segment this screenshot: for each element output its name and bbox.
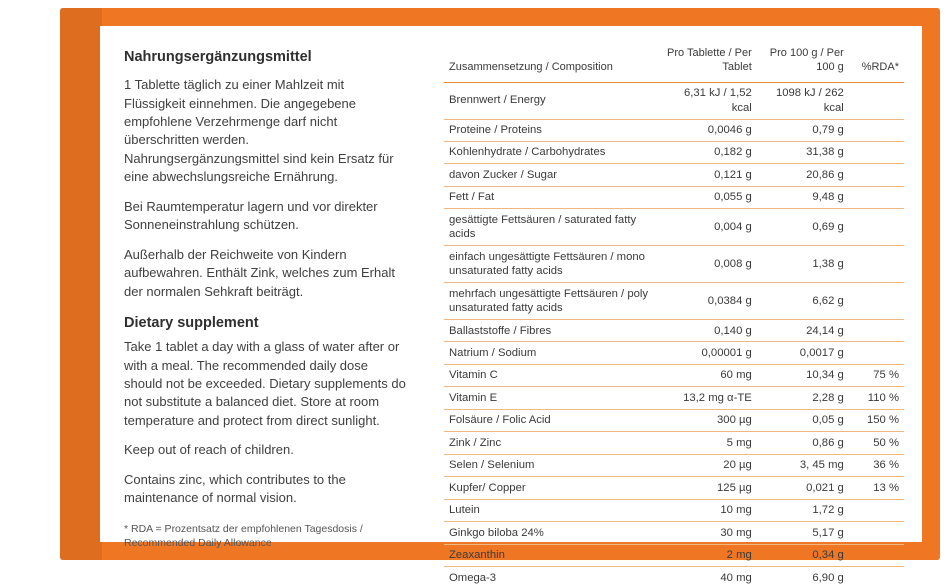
cell-per-tablet: 300 µg — [660, 409, 757, 431]
paragraph-de-2: Bei Raumtemperatur lagern und vor direkter Sonneneinstrahlung schützen. — [124, 198, 378, 233]
table-row — [444, 82, 904, 119]
cell-rda: 50 % — [849, 432, 904, 454]
cell-rda: 75 % — [849, 364, 904, 386]
table-row — [444, 544, 904, 566]
paragraph-de-3: Außerhalb der Reichweite von Kindern aufbewahren. Enthält Zink, welches zum Erhalt der normalen Sehkraft beiträgt. — [124, 246, 395, 299]
package-content — [100, 26, 922, 584]
cell-per-tablet: 60 mg — [660, 364, 757, 386]
cell-rda — [849, 283, 904, 320]
cell-per-tablet: 10 mg — [660, 499, 757, 521]
cell-per-100g: 2,28 g — [757, 387, 849, 409]
cell-rda: 36 % — [849, 454, 904, 476]
table-row — [444, 477, 904, 499]
table-row — [444, 342, 904, 364]
cell-composition: Ginkgo biloba 24% — [444, 522, 660, 544]
cell-composition: Lutein — [444, 499, 660, 521]
cell-per-100g: 1098 kJ / 262 kcal — [757, 82, 849, 119]
cell-per-tablet: 125 µg — [660, 477, 757, 499]
package-spine-shading — [60, 8, 102, 560]
cell-composition: Selen / Selenium — [444, 454, 660, 476]
cell-per-100g: 6,62 g — [757, 283, 849, 320]
table-row — [444, 209, 904, 246]
paragraph-de-1: 1 Tablette täglich zu einer Mahlzeit mit Flüssigkeit einnehmen. Die angegebene empfohlene Verzehrmenge darf nicht überschritten werden. Nahrungsergänzungsmittel sind kein Ersatz für eine abwechslungsreiche Ernährung. — [124, 77, 394, 185]
heading-supplement-en: Dietary supplement — [124, 315, 259, 332]
cell-per-100g: 5,17 g — [757, 522, 849, 544]
cell-per-tablet: 0,0384 g — [660, 283, 757, 320]
cell-composition: Zeaxanthin — [444, 544, 660, 566]
cell-composition: mehrfach ungesättigte Fettsäuren / poly unsaturated fatty acids — [444, 283, 660, 320]
cell-per-tablet: 0,140 g — [660, 320, 757, 342]
table-row — [444, 141, 904, 163]
table-row — [444, 119, 904, 141]
table-row — [444, 387, 904, 409]
table-row — [444, 567, 904, 588]
cell-per-100g: 24,14 g — [757, 320, 849, 342]
table-row — [444, 432, 904, 454]
cell-per-tablet: 6,31 kJ / 1,52 kcal — [660, 82, 757, 119]
nutrition-panel — [430, 26, 922, 584]
cell-per-100g: 9,48 g — [757, 186, 849, 208]
instructions-panel — [100, 26, 430, 549]
cell-rda — [849, 119, 904, 141]
cell-composition: Kohlenhydrate / Carbohydrates — [444, 141, 660, 163]
cell-per-tablet: 0,055 g — [660, 186, 757, 208]
cell-per-100g: 0,86 g — [757, 432, 849, 454]
cell-per-tablet: 0,0046 g — [660, 119, 757, 141]
cell-per-tablet: 30 mg — [660, 522, 757, 544]
cell-rda — [849, 209, 904, 246]
cell-per-100g: 0,05 g — [757, 409, 849, 431]
cell-composition: Omega-3 — [449, 571, 497, 584]
cell-rda — [849, 499, 904, 521]
cell-per-100g: 20,86 g — [757, 164, 849, 186]
table-row — [444, 409, 904, 431]
table-row — [444, 499, 904, 521]
cell-per-tablet: 5 mg — [660, 432, 757, 454]
cell-rda — [849, 567, 904, 588]
header-rda: %RDA* — [849, 44, 904, 82]
table-row — [444, 283, 904, 320]
cell-rda — [849, 544, 904, 566]
header-per-100g: Pro 100 g / Per 100 g — [757, 44, 849, 82]
cell-per-tablet: 13,2 mg α-TE — [660, 387, 757, 409]
cell-rda — [849, 320, 904, 342]
cell-rda — [849, 141, 904, 163]
cell-per-100g: 31,38 g — [757, 141, 849, 163]
cell-composition: gesättigte Fettsäuren / saturated fatty acids — [444, 209, 660, 246]
table-row — [444, 320, 904, 342]
cell-rda: 110 % — [849, 387, 904, 409]
cell-rda: 13 % — [849, 477, 904, 499]
cell-rda: 150 % — [849, 409, 904, 431]
cell-per-100g: 1,38 g — [757, 246, 849, 283]
cell-rda — [849, 342, 904, 364]
nutrition-table-body — [444, 82, 904, 588]
cell-per-tablet: 20 µg — [660, 454, 757, 476]
cell-composition: Folsäure / Folic Acid — [444, 409, 660, 431]
cell-per-100g: 0,69 g — [757, 209, 849, 246]
cell-rda — [849, 246, 904, 283]
rda-footnote: * RDA = Prozentsatz der empfohlenen Tagesdosis / Recommended Daily Allowance — [124, 522, 363, 549]
table-row — [444, 522, 904, 544]
paragraph-en-2: Keep out of reach of children. — [124, 442, 294, 458]
paragraph-en-3: Contains zinc, which contributes to the maintenance of normal vision. — [124, 471, 346, 506]
cell-per-100g: 0,79 g — [757, 119, 849, 141]
cell-composition: Proteine / Proteins — [444, 119, 660, 141]
table-row — [444, 246, 904, 283]
table-row — [444, 186, 904, 208]
cell-composition: Kupfer/ Copper — [444, 477, 660, 499]
cell-per-tablet: 0,008 g — [660, 246, 757, 283]
cell-composition: einfach ungesättigte Fettsäuren / mono unsaturated fatty acids — [444, 246, 660, 283]
cell-per-tablet: 2 mg — [660, 544, 757, 566]
cell-rda — [849, 522, 904, 544]
cell-rda — [849, 164, 904, 186]
cell-per-tablet: 0,121 g — [660, 164, 757, 186]
paragraph-en-1: Take 1 tablet a day with a glass of water after or with a meal. The recommended daily dose should not be exceeded. Dietary supplements do not substitute a balanced diet. Store at room temperature and protect from direct sunlight. — [124, 339, 406, 428]
cell-composition: Brennwert / Energy — [444, 82, 660, 119]
cell-per-100g: 0,0017 g — [757, 342, 849, 364]
cell-per-100g: 6,90 g — [812, 571, 844, 584]
cell-composition: Natrium / Sodium — [444, 342, 660, 364]
cell-per-tablet: 0,182 g — [660, 141, 757, 163]
cell-rda — [849, 82, 904, 119]
cell-per-tablet: 0,004 g — [660, 209, 757, 246]
nutrition-table-head — [444, 44, 904, 82]
table-row — [444, 364, 904, 386]
cell-per-tablet: 0,00001 g — [660, 342, 757, 364]
cell-per-100g: 0,34 g — [757, 544, 849, 566]
cell-per-100g: 0,021 g — [757, 477, 849, 499]
cell-per-tablet: 40 mg — [720, 571, 752, 584]
cell-per-100g: 1,72 g — [757, 499, 849, 521]
cell-per-100g: 3, 45 mg — [757, 454, 849, 476]
cell-per-100g: 10,34 g — [757, 364, 849, 386]
cell-composition: Zink / Zinc — [444, 432, 660, 454]
cell-composition: Ballaststoffe / Fibres — [444, 320, 660, 342]
table-row — [444, 164, 904, 186]
cell-rda — [849, 186, 904, 208]
header-composition: Zusammensetzung / Composition — [444, 44, 660, 82]
cell-composition: Vitamin E — [444, 387, 660, 409]
header-per-tablet: Pro Tablette / Per Tablet — [660, 44, 757, 82]
cell-composition: Fett / Fat — [444, 186, 660, 208]
nutrition-table — [444, 44, 904, 588]
cell-composition: Vitamin C — [444, 364, 660, 386]
table-header-row — [444, 44, 904, 82]
heading-supplement-de: Nahrungsergänzungsmittel — [124, 49, 312, 65]
table-row — [444, 454, 904, 476]
cell-composition: davon Zucker / Sugar — [444, 164, 660, 186]
